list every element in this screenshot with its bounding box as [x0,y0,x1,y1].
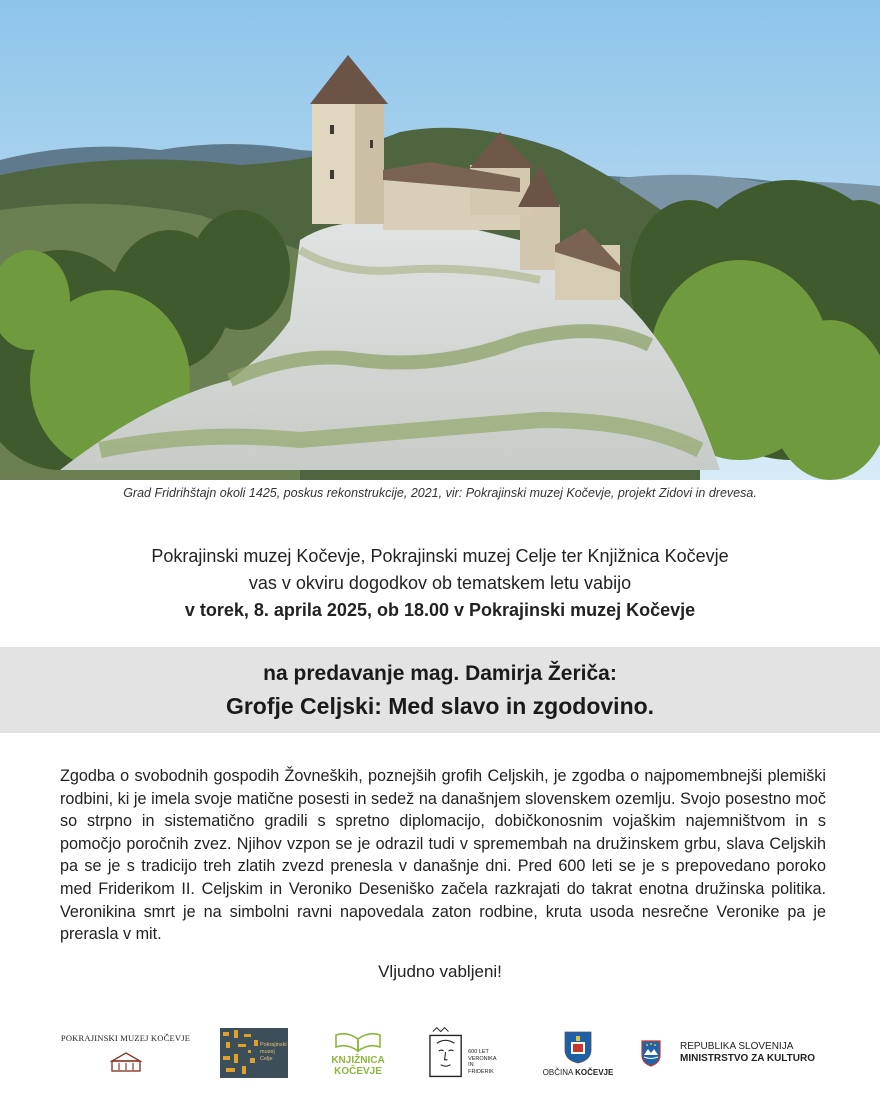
logo-obcina-kocevje [540,1022,616,1084]
lecture-title: Grofje Celjski: Med slavo in zgodovino. [225,693,655,719]
lecture-speaker: na predavanje mag. Damirja Žeriča: [263,662,617,685]
obcina-logo-text: OBČINA KOČEVJE [542,1067,614,1077]
logo-pokrajinski-muzej-celje [220,1022,288,1084]
photo-caption: Grad Fridrihštajn okoli 1425, poskus rekonstrukcije, 2021, vir: Pokrajinski muzej Kočevje, projekt Zidovi in drevesa. [123,486,757,500]
logo-600-let-veronika [428,1022,500,1084]
invitation-intro [0,543,880,624]
partner-logos [0,1022,880,1084]
logo-museum-kocevje-text: POKRAJINSKI MUZEJ KOČEVJE [60,1033,191,1043]
logo-pokrajinski-muzej-kocevje [58,1022,193,1084]
logo-ministrstvo-za-kulturo [640,1022,830,1084]
veronika-face-icon [428,1027,465,1079]
kocevje-coat-of-arms-icon [563,1030,593,1064]
lecture-description: Zgodba o svobodnih gospodih Žovneških, poznejših grofih Celjskih, je zgodba o najpomembnejši plemiški rodbini, ki je imela svoje matične posesti in sedež na današnjem slovenskem ozemlju. Svojo posestno moč so strpno in sistematično gradili s spretno diplomacijo, dobičkonosnim vojaškim najemništvom in s pomočjo poročnih zvez. Njihov vzpon se je odrazil tudi v spremembah na družinskem grbu, slava Celjskih pa se je s tradicijo treh zlatih zvezd prenesla v današnje dni. Pred 600 leti se je s prepovedano poroko med Friderikom II. Celjskim in Veroniko Deseniško začela razkrajati do takrat enotna družinska politika. Veronikina smrt je na simbolni ravni napovedala zaton rodbine, kruta usoda nesrečne Veronike pa je prerasla v mit. [60,767,826,944]
slovenia-coat-of-arms-icon [640,1039,662,1067]
hero-photo-castle [0,0,880,480]
celje-museum-text: Pokrajinski muzej Celje [260,1042,287,1062]
museum-building-icon [110,1051,142,1073]
intro-line-invite: vas v okviru dogodkov ob tematskem letu vabijo [248,573,632,593]
lecture-title-band [0,647,880,733]
event-date-location: v torek, 8. aprila 2025, ob 18.00 v Pokrajinski muzej Kočevje [184,600,696,620]
closing-greeting: Vljudno vabljeni! [378,962,502,981]
logo-knjiznica-kocevje [326,1022,390,1084]
open-book-icon [333,1029,383,1055]
veronika-logo-text: 600 LET VERONIKA IN FRIDERIK [468,1049,497,1075]
library-logo-text: KNJIŽNICA KOČEVJE [331,1055,385,1077]
intro-line-organizers: Pokrajinski muzej Kočevje, Pokrajinski muzej Celje ter Knjižnica Kočevje [151,546,729,566]
ministry-logo-text: REPUBLIKA SLOVENIJA MINISTRSTVO ZA KULTURO [680,1041,815,1064]
